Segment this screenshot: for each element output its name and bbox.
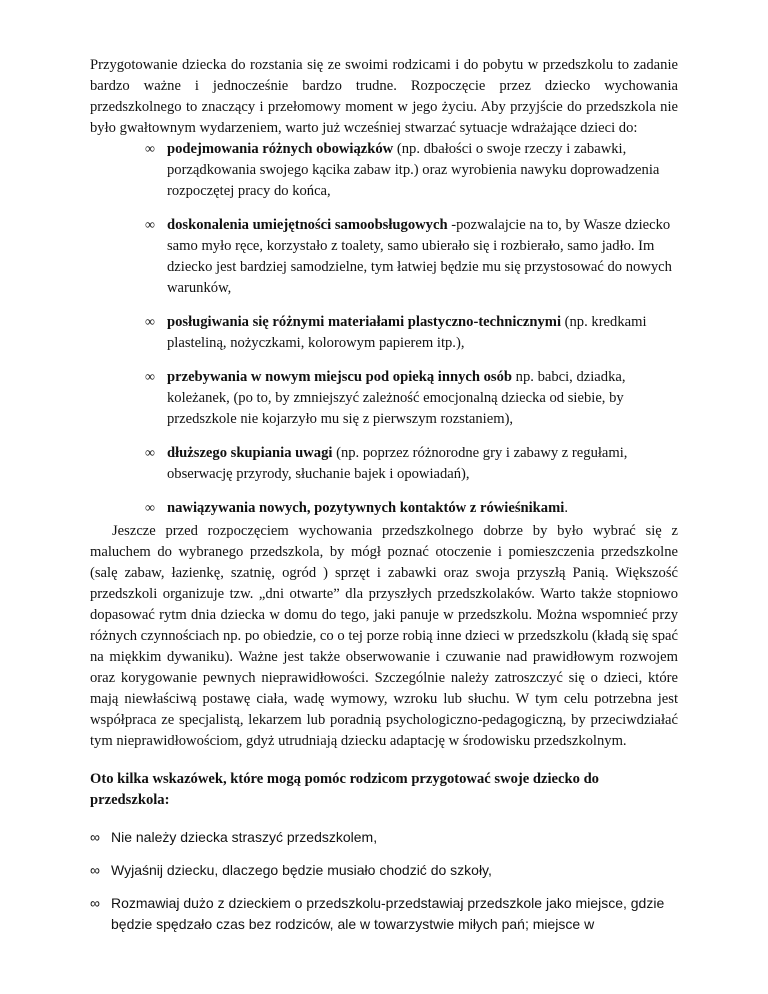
list-item xyxy=(90,367,678,430)
infinity-bullet-icon: ∞ xyxy=(90,895,100,911)
list-item xyxy=(90,312,678,354)
item-bold-text: doskonalenia umiejętności samoobsługowych xyxy=(167,217,448,233)
tip-item xyxy=(90,860,678,881)
skills-list xyxy=(90,139,678,519)
infinity-bullet-icon: ∞ xyxy=(145,218,155,233)
item-bold-text: posługiwania się różnymi materiałami plastyczno-technicznymi xyxy=(167,314,561,330)
item-text: (np. dbałości o swoje rzeczy i zabawki, porządkowania swojego kącika zabaw itp.) oraz wyrobienia nawyku doprowadzenia rozpoczętej pracy do końca, xyxy=(167,141,660,199)
document-page xyxy=(90,55,678,947)
item-text: (np. poprzez różnorodne gry i zabawy z regułami, obserwację przyrody, słuchanie bajek i opowiadań), xyxy=(167,445,628,482)
item-bold-text: nawiązywania nowych, pozytywnych kontaktów z rówieśnikami xyxy=(167,500,565,516)
infinity-bullet-icon: ∞ xyxy=(145,142,155,157)
infinity-bullet-icon: ∞ xyxy=(145,446,155,461)
body-paragraph: Jeszcze przed rozpoczęciem wychowania przedszkolnego dobrze by było wybrać się z maluchem do wybranego przedszkola, by mógł poznać otoczenie i pomieszczenia przedszkolne (salę zabaw, łazienkę, szatnię, ogród ) sprzęt i zabawki oraz swoja przyszłą Panią. Większość przedszkoli organizuje tzw. „dni otwarte” dla przyszłych przedszkolaków. Warto także stopniowo dopasować rytm dnia dziecka w domu do tego, jaki panuje w przedszkolu. Można wspomnieć przy różnych czynnościach np. po obiedzie, co o tej porze robią inne dzieci w przedszkolu (kładą się spać na miękkim dywaniku). Ważne jest także obserwowanie i czuwanie nad prawidłowym rozwojem oraz korygowanie pewnych nieprawidłowości. Szczególnie należy zatroszczyć się o dzieci, które mają niewłaściwą postawę ciała, wadę wymowy, wzroku lub słuchu. W tym celu potrzebna jest współpraca ze specjalistą, lekarzem lub poradnią psychologiczno-pedagogiczną, by przeciwdziałać tym nieprawidłowościom, gdyż utrudniają dziecku adaptację w środowisku przedszkolnym. xyxy=(90,523,678,749)
list-item xyxy=(90,139,678,202)
infinity-bullet-icon: ∞ xyxy=(145,315,155,330)
tips-heading: Oto kilka wskazówek, które mogą pomóc rodzicom przygotować swoje dziecko do przedszkola: xyxy=(90,771,599,808)
tip-text: Rozmawiaj dużo z dzieckiem o przedszkolu-przedstawiaj przedszkole jako miejsce, gdzie będzie spędzało czas bez rodziców, ale w towarzystwie miłych pań; miejsce w xyxy=(111,895,665,932)
infinity-bullet-icon: ∞ xyxy=(90,862,100,878)
infinity-bullet-icon: ∞ xyxy=(145,501,155,516)
item-bold-text: dłuższego skupiania uwagi xyxy=(167,445,333,461)
tip-item xyxy=(90,893,678,935)
list-item xyxy=(90,443,678,485)
item-text: (np. kredkami plasteliną, nożyczkami, kolorowym papierem itp.), xyxy=(167,314,647,351)
list-item xyxy=(90,498,678,519)
tips-list xyxy=(90,827,678,935)
item-text: np. babci, dziadka, koleżanek, (po to, by zmniejszyć zależność emocjonalną dziecka od siebie, by przedszkole nie kojarzyło mu się z pierwszym rozstaniem), xyxy=(167,369,626,427)
tip-text: Nie należy dziecka straszyć przedszkolem, xyxy=(111,829,378,845)
item-text: . xyxy=(564,500,568,516)
tip-item xyxy=(90,827,678,848)
intro-paragraph: Przygotowanie dziecka do rozstania się ze swoimi rodzicami i do pobytu w przedszkolu to zadanie bardzo ważne i jednocześnie bardzo trudne. Rozpoczęcie przez dziecko wychowania przedszkolnego to znaczący i przełomowy moment w jego życiu. Aby przyjście do przedszkola nie było gwałtownym wydarzeniem, warto już wcześniej stwarzać sytuacje wdrażające dzieci do: xyxy=(90,57,678,136)
item-bold-text: podejmowania różnych obowiązków xyxy=(167,141,394,157)
item-bold-text: przebywania w nowym miejscu pod opieką innych osób xyxy=(167,369,513,385)
list-item xyxy=(90,215,678,299)
item-text: -pozwalajcie na to, by Wasze dziecko samo myło ręce, korzystało z toalety, samo ubierało się i rozbierało, samo jadło. Im dziecko jest bardziej samodzielne, tym łatwiej będzie mu się przystosować do nowych warunków, xyxy=(167,217,672,296)
infinity-bullet-icon: ∞ xyxy=(145,370,155,385)
infinity-bullet-icon: ∞ xyxy=(90,829,100,845)
tip-text: Wyjaśnij dziecku, dlaczego będzie musiało chodzić do szkoły, xyxy=(111,862,492,878)
